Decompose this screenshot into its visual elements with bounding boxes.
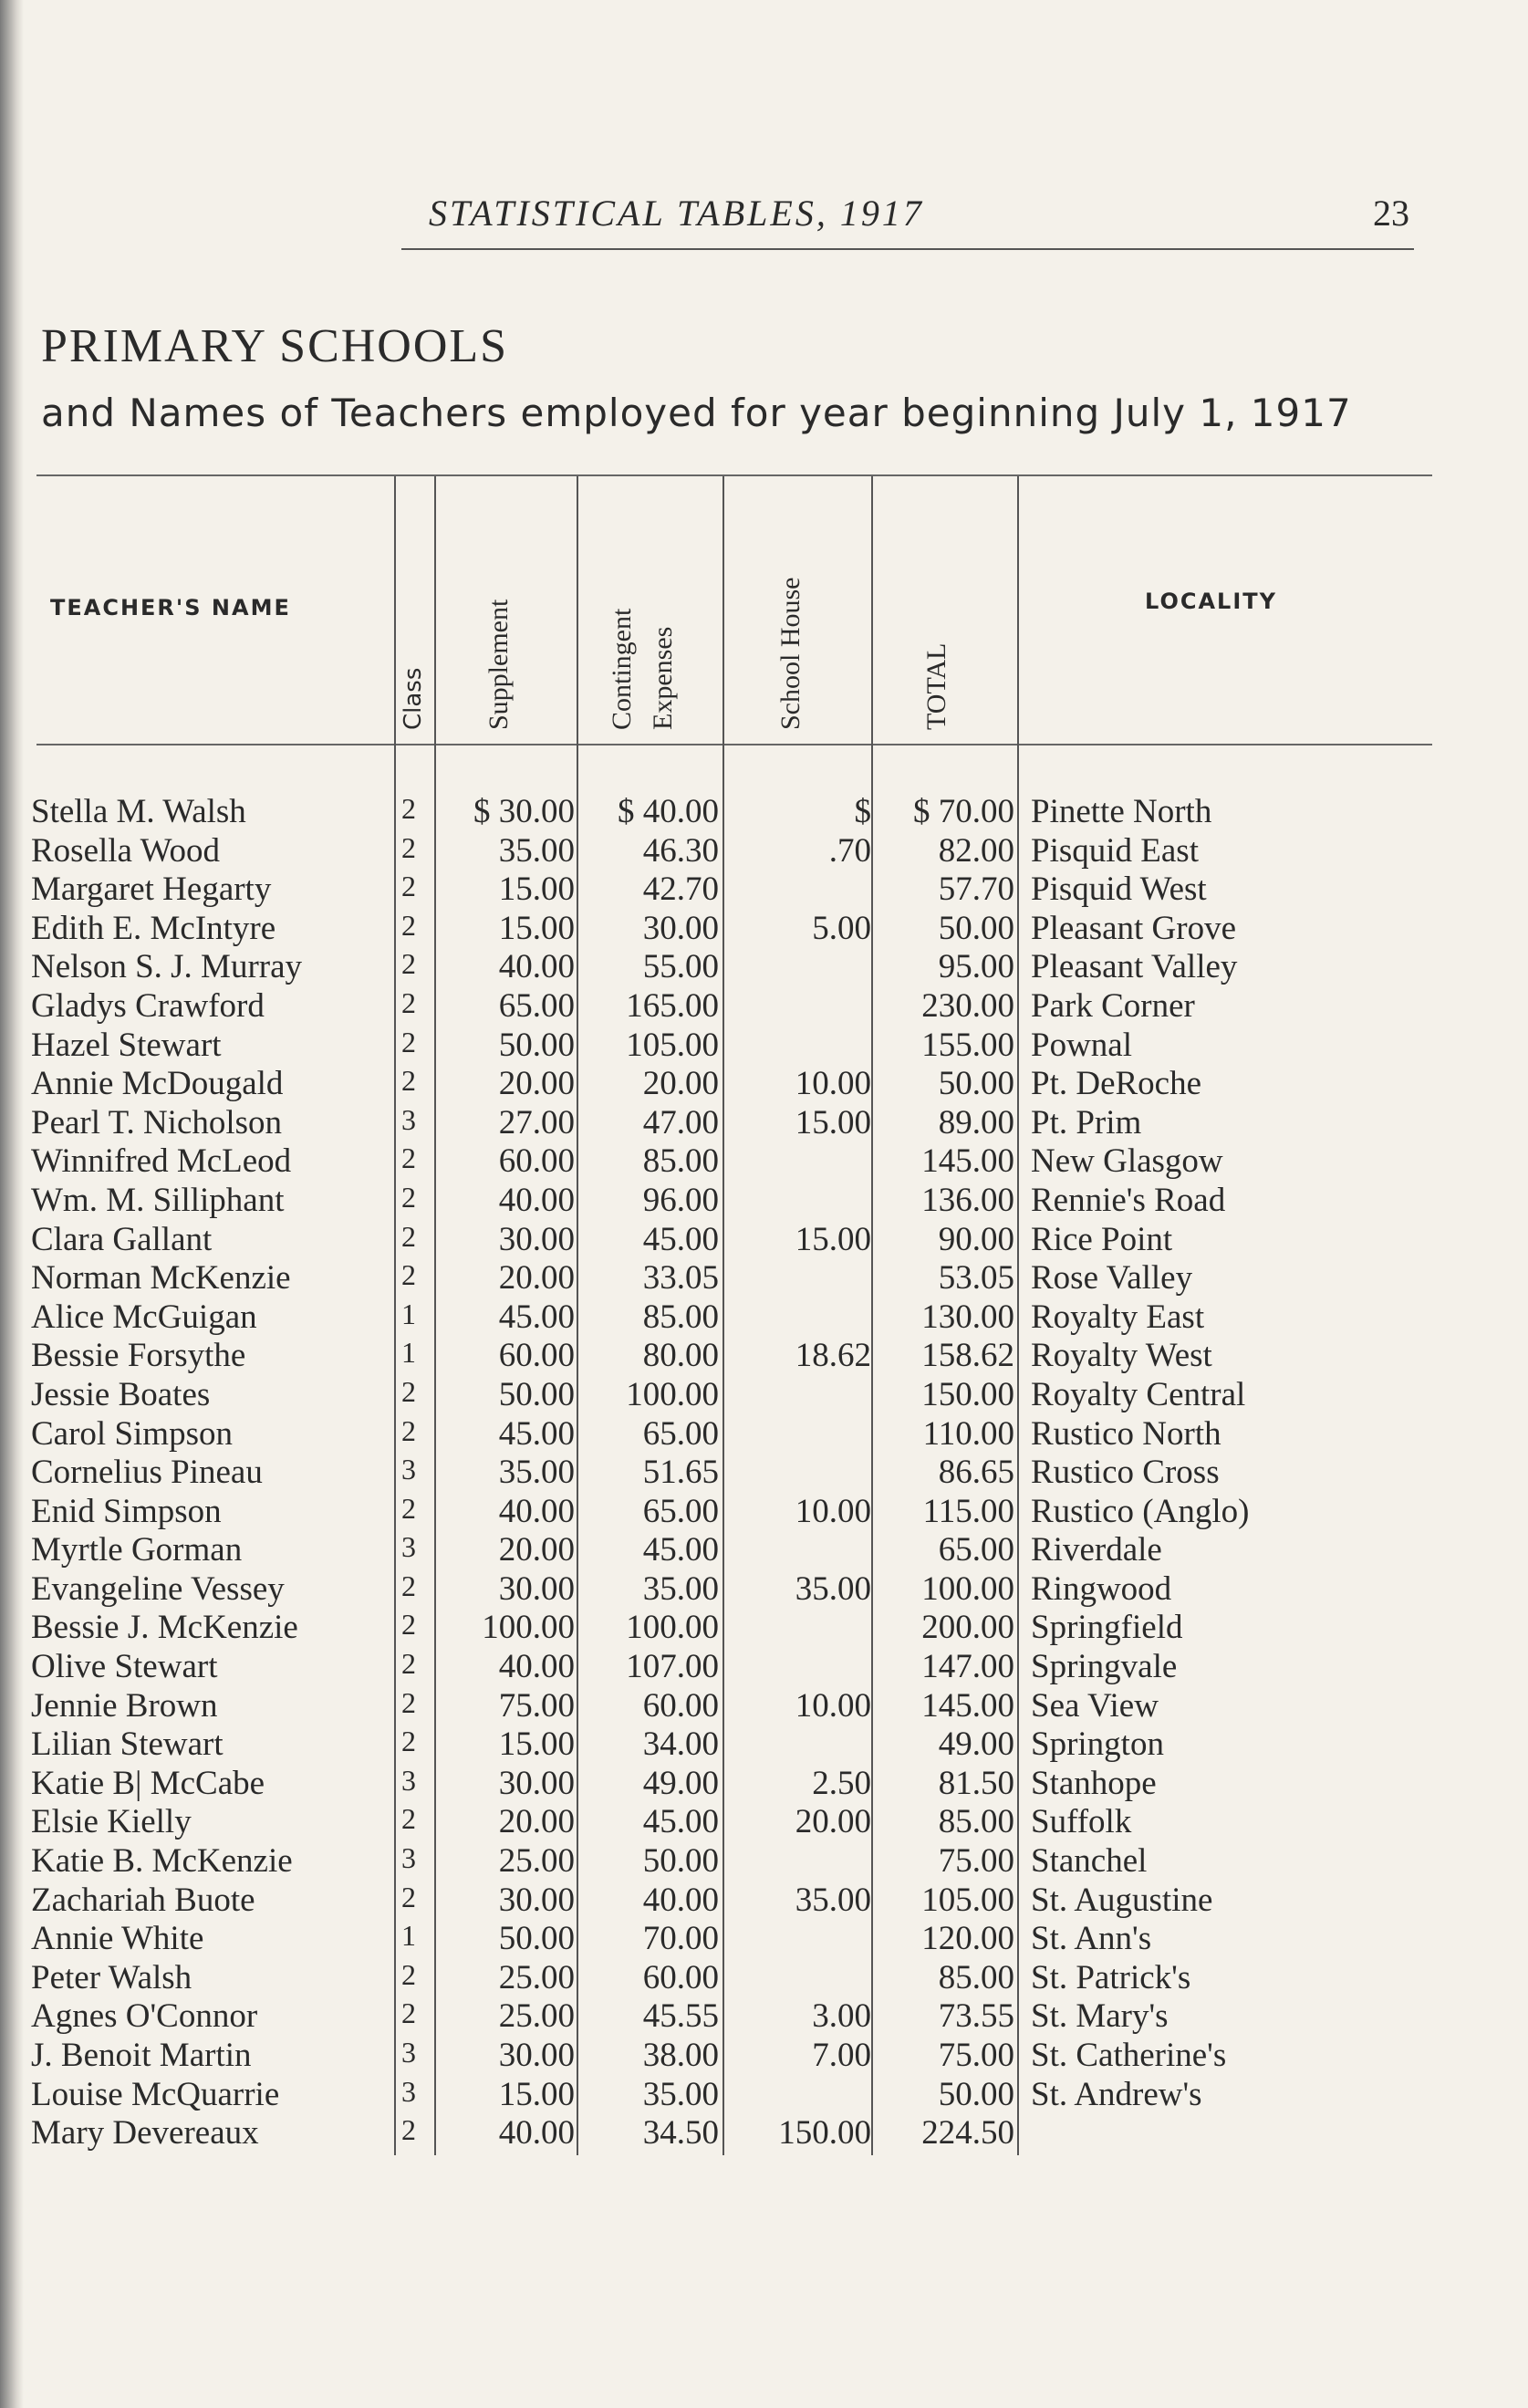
teacher-name: Myrtle Gorman [31, 1531, 243, 1569]
locality-name: Pownal [1031, 1026, 1132, 1064]
contingent-expenses-value: 165.00 [626, 986, 719, 1025]
table-body [0, 792, 1528, 2153]
contingent-expenses-value: 105.00 [626, 1026, 719, 1064]
table-row [0, 831, 1528, 870]
page-subtitle: and Names of Teachers employed for year beginning July 1, 1917 [41, 391, 1352, 435]
table-row [0, 1802, 1528, 1841]
contingent-expenses-value: 100.00 [626, 1609, 719, 1647]
class-value: 2 [401, 1996, 416, 2030]
class-value: 2 [401, 1802, 416, 1836]
class-value: 3 [401, 1530, 416, 1564]
locality-name: St. Catherine's [1031, 2037, 1227, 2074]
locality-name: St. Ann's [1031, 1920, 1152, 1958]
contingent-expenses-value: 35.00 [642, 1569, 719, 1608]
page-number: 23 [1373, 193, 1409, 234]
teacher-name: Annie White [31, 1920, 204, 1958]
locality-name: Rustico (Anglo) [1031, 1492, 1250, 1530]
supplement-value: 40.00 [498, 1492, 575, 1530]
table-row [0, 1492, 1528, 1531]
supplement-value: 25.00 [498, 1842, 575, 1881]
class-value: 2 [401, 985, 416, 1019]
total-value: 85.00 [938, 1803, 1014, 1841]
table-row [0, 1220, 1528, 1259]
supplement-value: 75.00 [498, 1686, 575, 1725]
column-header-locality: LOCALITY [1145, 589, 1277, 614]
teacher-name: Cornelius Pineau [31, 1454, 263, 1492]
table-row [0, 1958, 1528, 1997]
class-value: 2 [401, 1725, 416, 1758]
contingent-expenses-value: 70.00 [642, 1920, 719, 1958]
supplement-value: 65.00 [498, 986, 575, 1025]
total-value: 85.00 [938, 1958, 1014, 1996]
class-value: 2 [401, 830, 416, 864]
supplement-value: 20.00 [498, 1531, 575, 1569]
column-header-expenses: Expenses [648, 626, 678, 730]
teacher-name: Annie McDougald [31, 1065, 284, 1103]
class-value: 2 [401, 1180, 416, 1214]
column-header-school-house: School House [775, 577, 806, 730]
class-value: 3 [401, 1453, 416, 1486]
table-row [0, 792, 1528, 831]
locality-name: Pisquid East [1031, 831, 1199, 870]
contingent-expenses-value: 85.00 [642, 1298, 719, 1336]
school-house-value: .70 [828, 831, 871, 870]
total-value: 105.00 [921, 1881, 1014, 1919]
locality-name: St. Andrew's [1031, 2075, 1202, 2113]
locality-name: Royalty Central [1031, 1375, 1246, 1413]
contingent-expenses-value: 80.00 [642, 1337, 719, 1375]
supplement-value: 15.00 [498, 870, 575, 909]
school-house-value: 35.00 [795, 1569, 871, 1608]
teacher-name: Clara Gallant [31, 1220, 213, 1258]
school-house-value: $ [854, 793, 871, 830]
teacher-name: Lilian Stewart [31, 1725, 223, 1764]
supplement-value: 35.00 [498, 831, 575, 870]
class-value: 2 [401, 1374, 416, 1408]
total-value: 120.00 [921, 1920, 1014, 1958]
supplement-value: 20.00 [498, 1259, 575, 1298]
teacher-name: Norman McKenzie [31, 1259, 291, 1298]
school-house-value: 15.00 [795, 1220, 871, 1258]
school-house-value: 10.00 [795, 1686, 871, 1725]
supplement-value: 50.00 [498, 1026, 575, 1064]
total-value: 224.50 [921, 2114, 1014, 2153]
teacher-name: Bessie J. McKenzie [31, 1609, 298, 1647]
supplement-value: 50.00 [498, 1375, 575, 1413]
locality-name: Stanchel [1031, 1842, 1148, 1881]
supplement-value: 30.00 [498, 1569, 575, 1608]
supplement-value: 30.00 [498, 1881, 575, 1919]
contingent-expenses-value: 55.00 [642, 948, 719, 986]
contingent-expenses-value: 20.00 [642, 1065, 719, 1103]
school-house-value: 35.00 [795, 1881, 871, 1919]
contingent-expenses-value: 60.00 [642, 1686, 719, 1725]
teacher-name: Zachariah Buote [31, 1881, 255, 1919]
class-value: 2 [401, 1258, 416, 1292]
locality-name: Rustico North [1031, 1414, 1221, 1453]
supplement-value: 15.00 [498, 1725, 575, 1764]
supplement-value: 30.00 [498, 1764, 575, 1802]
contingent-expenses-value: 45.55 [642, 1997, 719, 2036]
table-row [0, 2036, 1528, 2075]
table-row [0, 1996, 1528, 2036]
class-value: 2 [401, 1647, 416, 1681]
locality-name: Ringwood [1031, 1569, 1172, 1608]
supplement-value: $ 30.00 [473, 793, 575, 830]
table-row [0, 1181, 1528, 1220]
table-row [0, 1569, 1528, 1609]
column-header-teacher: TEACHER'S NAME [50, 595, 291, 620]
supplement-value: 15.00 [498, 909, 575, 947]
class-value: 2 [401, 1569, 416, 1602]
supplement-value: 27.00 [498, 1103, 575, 1141]
class-value: 2 [401, 1685, 416, 1719]
class-value: 3 [401, 1102, 416, 1136]
supplement-value: 50.00 [498, 1920, 575, 1958]
supplement-value: 35.00 [498, 1454, 575, 1492]
teacher-name: Rosella Wood [31, 831, 221, 870]
total-value: 115.00 [922, 1492, 1014, 1530]
locality-name: Pisquid West [1031, 870, 1207, 909]
teacher-name: Enid Simpson [31, 1492, 222, 1530]
table-row [0, 1064, 1528, 1103]
class-value: 2 [401, 2113, 416, 2147]
supplement-value: 30.00 [498, 2037, 575, 2074]
contingent-expenses-value: 100.00 [626, 1375, 719, 1413]
teacher-name: Katie B. McKenzie [31, 1842, 293, 1881]
table-row [0, 986, 1528, 1026]
teacher-name: Katie B| McCabe [31, 1764, 265, 1802]
table-row [0, 1103, 1528, 1142]
class-value: 2 [401, 1141, 416, 1175]
locality-name: Riverdale [1031, 1531, 1162, 1569]
table-row [0, 1414, 1528, 1454]
contingent-expenses-value: 49.00 [642, 1764, 719, 1802]
total-value: 110.00 [922, 1414, 1014, 1453]
supplement-value: 40.00 [498, 2114, 575, 2153]
contingent-expenses-value: 85.00 [642, 1142, 719, 1181]
teacher-name: Hazel Stewart [31, 1026, 222, 1064]
total-value: 136.00 [921, 1181, 1014, 1219]
table-row [0, 1764, 1528, 1803]
supplement-value: 20.00 [498, 1803, 575, 1841]
header-rule [401, 248, 1414, 250]
table-row [0, 1881, 1528, 1920]
column-header-contingent: Contingent [607, 608, 637, 730]
teacher-name: Edith E. McIntyre [31, 909, 276, 947]
locality-name: Sea View [1031, 1686, 1159, 1725]
table-row [0, 1298, 1528, 1337]
supplement-value: 45.00 [498, 1298, 575, 1336]
teacher-name: J. Benoit Martin [31, 2037, 252, 2074]
contingent-expenses-value: 65.00 [642, 1414, 719, 1453]
contingent-expenses-value: 40.00 [642, 1881, 719, 1919]
contingent-expenses-value: 65.00 [642, 1492, 719, 1530]
total-value: 73.55 [938, 1997, 1014, 2036]
class-value: 2 [401, 947, 416, 981]
table-row [0, 870, 1528, 909]
table-row [0, 2075, 1528, 2114]
locality-name: Royalty West [1031, 1337, 1212, 1375]
teacher-name: Jennie Brown [31, 1686, 218, 1725]
locality-name: Pt. DeRoche [1031, 1065, 1202, 1103]
locality-name: St. Mary's [1031, 1997, 1169, 2036]
class-value: 3 [401, 2074, 416, 2108]
supplement-value: 20.00 [498, 1065, 575, 1103]
teacher-name: Agnes O'Connor [31, 1997, 258, 2036]
total-value: 158.62 [921, 1337, 1014, 1375]
table-row [0, 1026, 1528, 1065]
supplement-value: 60.00 [498, 1142, 575, 1181]
locality-name: St. Patrick's [1031, 1958, 1191, 1996]
class-value: 1 [401, 1297, 416, 1330]
total-value: 200.00 [921, 1609, 1014, 1647]
school-house-value: 5.00 [812, 909, 871, 947]
teacher-name: Evangeline Vessey [31, 1569, 285, 1608]
table-row [0, 1686, 1528, 1725]
teacher-name: Wm. M. Silliphant [31, 1181, 285, 1219]
table-row [0, 1841, 1528, 1881]
class-value: 3 [401, 2036, 416, 2069]
teacher-name: Carol Simpson [31, 1414, 233, 1453]
page-title: PRIMARY SCHOOLS [41, 320, 509, 372]
contingent-expenses-value: 38.00 [642, 2037, 719, 2074]
table-row [0, 1725, 1528, 1764]
supplement-value: 40.00 [498, 1181, 575, 1219]
class-value: 2 [401, 1880, 416, 1913]
locality-name: Rose Valley [1031, 1259, 1193, 1298]
column-header-total: TOTAL [921, 642, 951, 730]
total-value: 57.70 [938, 870, 1014, 909]
class-value: 2 [401, 1957, 416, 1991]
total-value: $ 70.00 [913, 793, 1014, 830]
class-value: 2 [401, 1025, 416, 1058]
supplement-value: 30.00 [498, 1220, 575, 1258]
supplement-value: 40.00 [498, 948, 575, 986]
total-value: 50.00 [938, 909, 1014, 947]
table-row [0, 1453, 1528, 1492]
total-value: 50.00 [938, 1065, 1014, 1103]
supplement-value: 45.00 [498, 1414, 575, 1453]
total-value: 53.05 [938, 1259, 1014, 1298]
school-house-value: 7.00 [812, 2037, 871, 2074]
school-house-value: 15.00 [795, 1103, 871, 1141]
supplement-value: 15.00 [498, 2075, 575, 2113]
locality-name: Springfield [1031, 1609, 1183, 1647]
locality-name: Pleasant Grove [1031, 909, 1237, 947]
contingent-expenses-value: 42.70 [642, 870, 719, 909]
school-house-value: 150.00 [778, 2114, 871, 2153]
class-value: 2 [401, 870, 416, 903]
contingent-expenses-value: 107.00 [626, 1648, 719, 1686]
total-value: 145.00 [921, 1142, 1014, 1181]
locality-name: St. Augustine [1031, 1881, 1213, 1919]
locality-name: Springvale [1031, 1648, 1178, 1686]
locality-name: Pleasant Valley [1031, 948, 1238, 986]
contingent-expenses-value: 30.00 [642, 909, 719, 947]
class-value: 2 [401, 792, 416, 825]
class-value: 2 [401, 1491, 416, 1525]
locality-name: Pt. Prim [1031, 1103, 1142, 1141]
locality-name: Springton [1031, 1725, 1164, 1764]
table-row [0, 909, 1528, 948]
table-top-rule [36, 474, 1432, 476]
contingent-expenses-value: 96.00 [642, 1181, 719, 1219]
total-value: 50.00 [938, 2075, 1014, 2113]
total-value: 81.50 [938, 1764, 1014, 1802]
locality-name: Park Corner [1031, 986, 1195, 1025]
supplement-value: 25.00 [498, 1958, 575, 1996]
column-header-class: Class [400, 667, 427, 730]
teacher-name: Jessie Boates [31, 1375, 211, 1413]
supplement-value: 40.00 [498, 1648, 575, 1686]
total-value: 86.65 [938, 1454, 1014, 1492]
teacher-name: Stella M. Walsh [31, 793, 246, 830]
teacher-name: Gladys Crawford [31, 986, 265, 1025]
school-house-value: 10.00 [795, 1065, 871, 1103]
class-value: 1 [401, 1919, 416, 1953]
table-row [0, 2113, 1528, 2153]
school-house-value: 20.00 [795, 1803, 871, 1841]
total-value: 82.00 [938, 831, 1014, 870]
table-row [0, 947, 1528, 986]
total-value: 230.00 [921, 986, 1014, 1025]
locality-name: Suffolk [1031, 1803, 1132, 1841]
total-value: 90.00 [938, 1220, 1014, 1258]
contingent-expenses-value: 34.00 [642, 1725, 719, 1764]
teacher-name: Louise McQuarrie [31, 2075, 280, 2113]
class-value: 2 [401, 1219, 416, 1253]
contingent-expenses-value: 45.00 [642, 1531, 719, 1569]
total-value: 130.00 [921, 1298, 1014, 1336]
school-house-value: 2.50 [812, 1764, 871, 1802]
table-row [0, 1919, 1528, 1958]
column-header-supplement: Supplement [483, 599, 514, 730]
table-row [0, 1647, 1528, 1686]
class-value: 1 [401, 1336, 416, 1370]
locality-name: New Glasgow [1031, 1142, 1223, 1181]
class-value: 3 [401, 1763, 416, 1797]
contingent-expenses-value: 51.65 [642, 1454, 719, 1492]
teacher-name: Alice McGuigan [31, 1298, 257, 1336]
contingent-expenses-value: 50.00 [642, 1842, 719, 1881]
table-row [0, 1141, 1528, 1181]
teacher-name: Elsie Kielly [31, 1803, 192, 1841]
total-value: 147.00 [921, 1648, 1014, 1686]
contingent-expenses-value: 35.00 [642, 2075, 719, 2113]
locality-name: Royalty East [1031, 1298, 1205, 1336]
locality-name: Pinette North [1031, 793, 1212, 830]
supplement-value: 25.00 [498, 1997, 575, 2036]
table-row [0, 1336, 1528, 1375]
school-house-value: 10.00 [795, 1492, 871, 1530]
teacher-name: Nelson S. J. Murray [31, 948, 303, 986]
contingent-expenses-value: 34.50 [642, 2114, 719, 2153]
running-head: STATISTICAL TABLES, 1917 [429, 193, 924, 234]
class-value: 2 [401, 1064, 416, 1098]
teacher-name: Margaret Hegarty [31, 870, 272, 909]
locality-name: Rennie's Road [1031, 1181, 1226, 1219]
supplement-value: 60.00 [498, 1337, 575, 1375]
contingent-expenses-value: $ 40.00 [618, 793, 719, 830]
teacher-name: Peter Walsh [31, 1958, 192, 1996]
table-row [0, 1608, 1528, 1647]
locality-name: Rice Point [1031, 1220, 1173, 1258]
total-value: 65.00 [938, 1531, 1014, 1569]
total-value: 75.00 [938, 1842, 1014, 1881]
teacher-name: Olive Stewart [31, 1648, 218, 1686]
total-value: 100.00 [921, 1569, 1014, 1608]
total-value: 75.00 [938, 2037, 1014, 2074]
total-value: 150.00 [921, 1375, 1014, 1413]
table-header-bottom-rule [36, 744, 1432, 745]
contingent-expenses-value: 45.00 [642, 1220, 719, 1258]
total-value: 49.00 [938, 1725, 1014, 1764]
class-value: 2 [401, 908, 416, 942]
class-value: 2 [401, 1413, 416, 1447]
teacher-name: Mary Devereaux [31, 2114, 259, 2153]
teacher-name: Pearl T. Nicholson [31, 1103, 283, 1141]
table-row [0, 1530, 1528, 1569]
contingent-expenses-value: 33.05 [642, 1259, 719, 1298]
total-value: 89.00 [938, 1103, 1014, 1141]
contingent-expenses-value: 45.00 [642, 1803, 719, 1841]
class-value: 2 [401, 1608, 416, 1642]
class-value: 3 [401, 1841, 416, 1875]
contingent-expenses-value: 60.00 [642, 1958, 719, 1996]
teacher-name: Winnifred McLeod [31, 1142, 292, 1181]
contingent-expenses-value: 46.30 [642, 831, 719, 870]
school-house-value: 3.00 [812, 1997, 871, 2036]
school-house-value: 18.62 [795, 1337, 871, 1375]
locality-name: Stanhope [1031, 1764, 1157, 1802]
supplement-value: 100.00 [482, 1609, 575, 1647]
total-value: 155.00 [921, 1026, 1014, 1064]
table-row [0, 1258, 1528, 1298]
locality-name: Rustico Cross [1031, 1454, 1220, 1492]
teacher-name: Bessie Forsythe [31, 1337, 246, 1375]
table-row [0, 1375, 1528, 1414]
contingent-expenses-value: 47.00 [642, 1103, 719, 1141]
total-value: 95.00 [938, 948, 1014, 986]
total-value: 145.00 [921, 1686, 1014, 1725]
